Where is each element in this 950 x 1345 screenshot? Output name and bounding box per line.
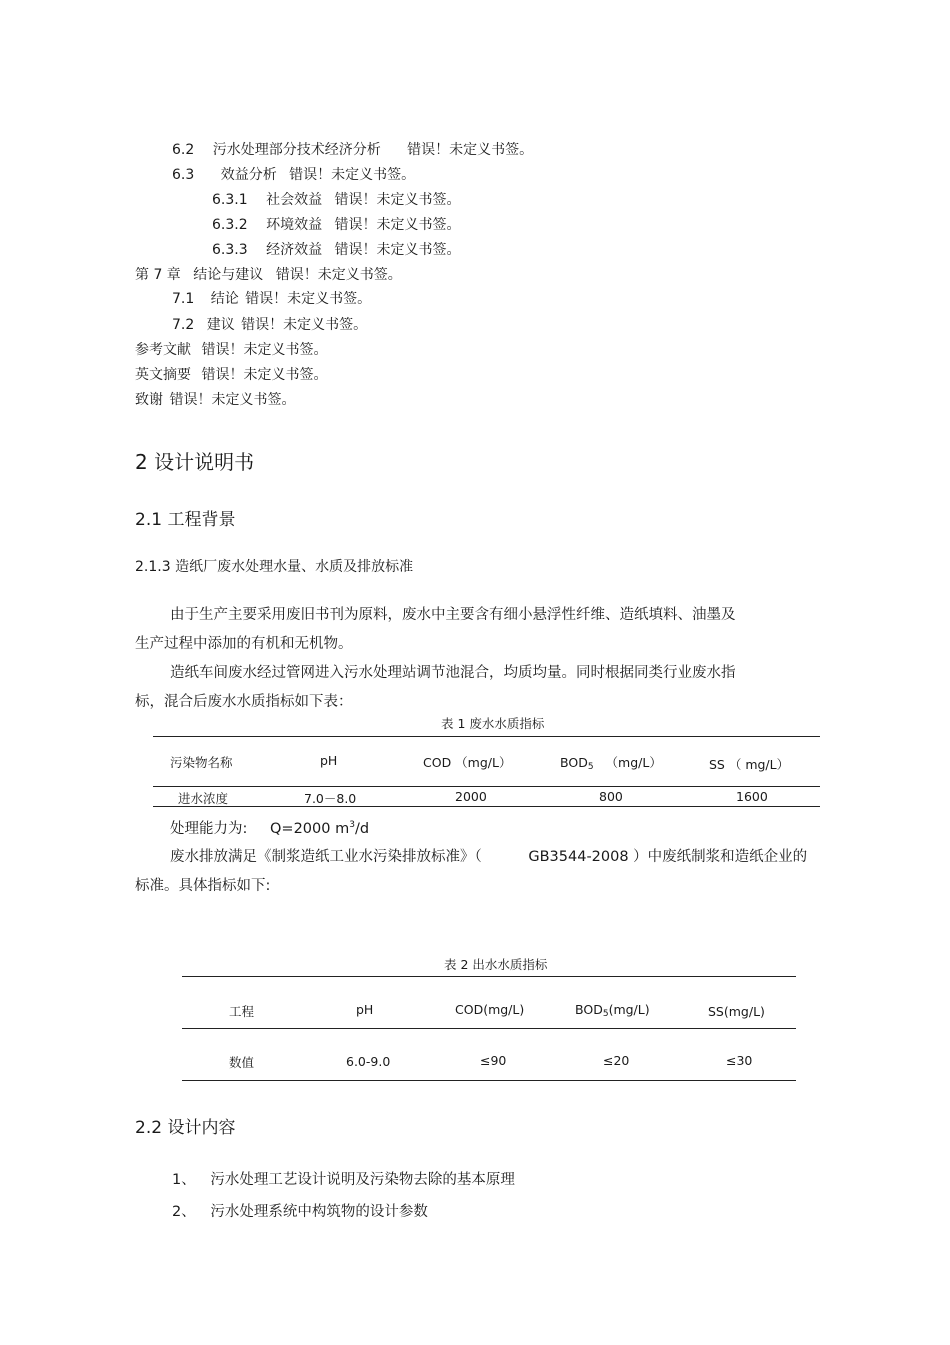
toc-entry[interactable] [212, 241, 461, 259]
table-cell: ≤30 [726, 1053, 753, 1068]
paragraph-text: GB3544-2008 ）中废纸制浆和造纸企业的 [528, 849, 808, 865]
table-header: COD(mg/L) [455, 1002, 525, 1017]
subsection-heading: 2.2 设计内容 [135, 1118, 236, 1138]
table-header: SS （ mg/L） [709, 757, 790, 772]
toc-title: 建议 [206, 317, 235, 333]
table-header: 工程 [229, 1004, 255, 1019]
paragraph-line: 标准。具体指标如下: [135, 878, 271, 894]
paragraph-line: 标，混合后废水水质指标如下表： [135, 694, 353, 710]
toc-title: 社会效益 [266, 192, 323, 208]
table-header: COD （mg/L） [423, 755, 512, 770]
table-header: pH [356, 1002, 374, 1017]
table-rule [153, 736, 820, 737]
capacity-value [270, 821, 369, 837]
toc-number: 6.3 [172, 167, 195, 183]
table-header-text: BOD [575, 1002, 603, 1017]
toc-ref: 错误！未定义书签。 [334, 192, 461, 208]
table-header [575, 1002, 650, 1019]
table-cell: ≤90 [480, 1053, 507, 1068]
table-rule [182, 1080, 796, 1081]
toc-title: 经济效益 [266, 242, 323, 258]
toc-ref: 错误！未定义书签。 [289, 167, 416, 183]
subsection-heading: 2.1 工程背景 [135, 510, 236, 530]
table-rule [182, 976, 796, 977]
table-caption: 表 1 废水水质指标 [441, 716, 545, 731]
toc-entry[interactable] [172, 141, 533, 159]
paragraph-text: 废水排放满足《制浆造纸工业水污染排放标准》（ [170, 849, 482, 865]
table-caption: 表 2 出水水质指标 [444, 957, 548, 972]
paragraph-line: 由于生产主要采用废旧书刊为原料，废水中主要含有细小悬浮性纤维、造纸填料、油墨及 [170, 607, 736, 623]
superscript: 3 [349, 820, 355, 830]
table-cell: 进水浓度 [178, 791, 229, 806]
list-number: 1、 [172, 1172, 196, 1188]
capacity-number: Q=2000 m [270, 821, 350, 837]
capacity-label: 处理能力为: [170, 821, 248, 837]
toc-ref: 错误！未定义书签。 [275, 267, 402, 283]
table-rule [182, 1028, 796, 1029]
toc-entry[interactable] [135, 391, 295, 409]
table-cell: 800 [599, 789, 623, 804]
toc-ref: 错误！未定义书签。 [334, 217, 461, 233]
table-header-unit: （mg/L） [605, 755, 662, 770]
toc-title: 污水处理部分技术经济分析 [212, 142, 381, 158]
table-cell: 6.0-9.0 [346, 1054, 391, 1069]
toc-number: 6.3.3 [212, 242, 248, 258]
table-cell: 1600 [736, 789, 768, 804]
list-text: 污水处理系统中构筑物的设计参数 [210, 1204, 428, 1220]
paragraph-line: 生产过程中添加的有机和无机物。 [135, 636, 353, 652]
toc-entry[interactable] [172, 166, 415, 184]
toc-number: 6.3.2 [212, 217, 248, 233]
toc-ref: 错误！未定义书签。 [169, 392, 296, 408]
toc-entry[interactable] [135, 266, 402, 284]
toc-number: 第 7 章 [135, 267, 181, 283]
list-number: 2、 [172, 1204, 196, 1220]
toc-entry[interactable] [172, 290, 371, 308]
paragraph-line [170, 845, 807, 866]
toc-title: 结论 [210, 291, 239, 307]
toc-entry[interactable] [212, 216, 461, 234]
toc-title: 参考文献 [135, 342, 191, 358]
toc-entry[interactable] [172, 316, 367, 334]
toc-title: 环境效益 [266, 217, 323, 233]
list-text: 污水处理工艺设计说明及污染物去除的基本原理 [210, 1172, 515, 1188]
subsubsection-heading: 2.1.3 造纸厂废水处理水量、水质及排放标准 [135, 559, 414, 575]
table-header: SS(mg/L) [708, 1004, 765, 1019]
toc-ref: 错误！未定义书签。 [407, 142, 534, 158]
toc-number: 7.2 [172, 317, 195, 333]
section-heading: 2 设计说明书 [135, 450, 255, 474]
subscript: 5 [602, 1009, 609, 1019]
toc-title: 致谢 [135, 392, 163, 408]
toc-title: 英文摘要 [135, 367, 191, 383]
toc-title: 效益分析 [220, 167, 277, 183]
toc-ref: 错误！未定义书签。 [241, 317, 368, 333]
capacity-unit: /d [354, 821, 370, 837]
toc-number: 7.1 [172, 291, 195, 307]
toc-ref: 错误！未定义书签。 [245, 291, 372, 307]
toc-ref: 错误！未定义书签。 [334, 242, 461, 258]
table-cell: 7.0－8.0 [304, 791, 357, 806]
list-item [172, 1168, 515, 1189]
toc-number: 6.2 [172, 142, 195, 158]
table-header-text: BOD [560, 755, 588, 770]
toc-ref: 错误！未定义书签。 [201, 342, 328, 358]
toc-title: 结论与建议 [193, 267, 264, 283]
subscript: 5 [587, 762, 594, 772]
toc-entry[interactable] [135, 366, 327, 384]
toc-entry[interactable] [135, 341, 327, 359]
table-rule [153, 786, 820, 787]
paragraph-line: 造纸车间废水经过管网进入污水处理站调节池混合，均质均量。同时根据同类行业废水指 [170, 665, 736, 681]
table-header [560, 753, 662, 772]
toc-entry[interactable] [212, 191, 461, 209]
capacity-line [170, 817, 369, 838]
toc-number: 6.3.1 [212, 192, 248, 208]
table-cell: 数值 [229, 1055, 255, 1070]
table-rule [153, 806, 820, 807]
table-cell: 2000 [455, 789, 487, 804]
list-item [172, 1200, 428, 1221]
table-header: 污染物名称 [170, 755, 233, 770]
table-header: pH [320, 753, 338, 768]
toc-ref: 错误！未定义书签。 [201, 367, 328, 383]
table-cell: ≤20 [603, 1053, 630, 1068]
table-header-unit: (mg/L) [608, 1002, 650, 1017]
